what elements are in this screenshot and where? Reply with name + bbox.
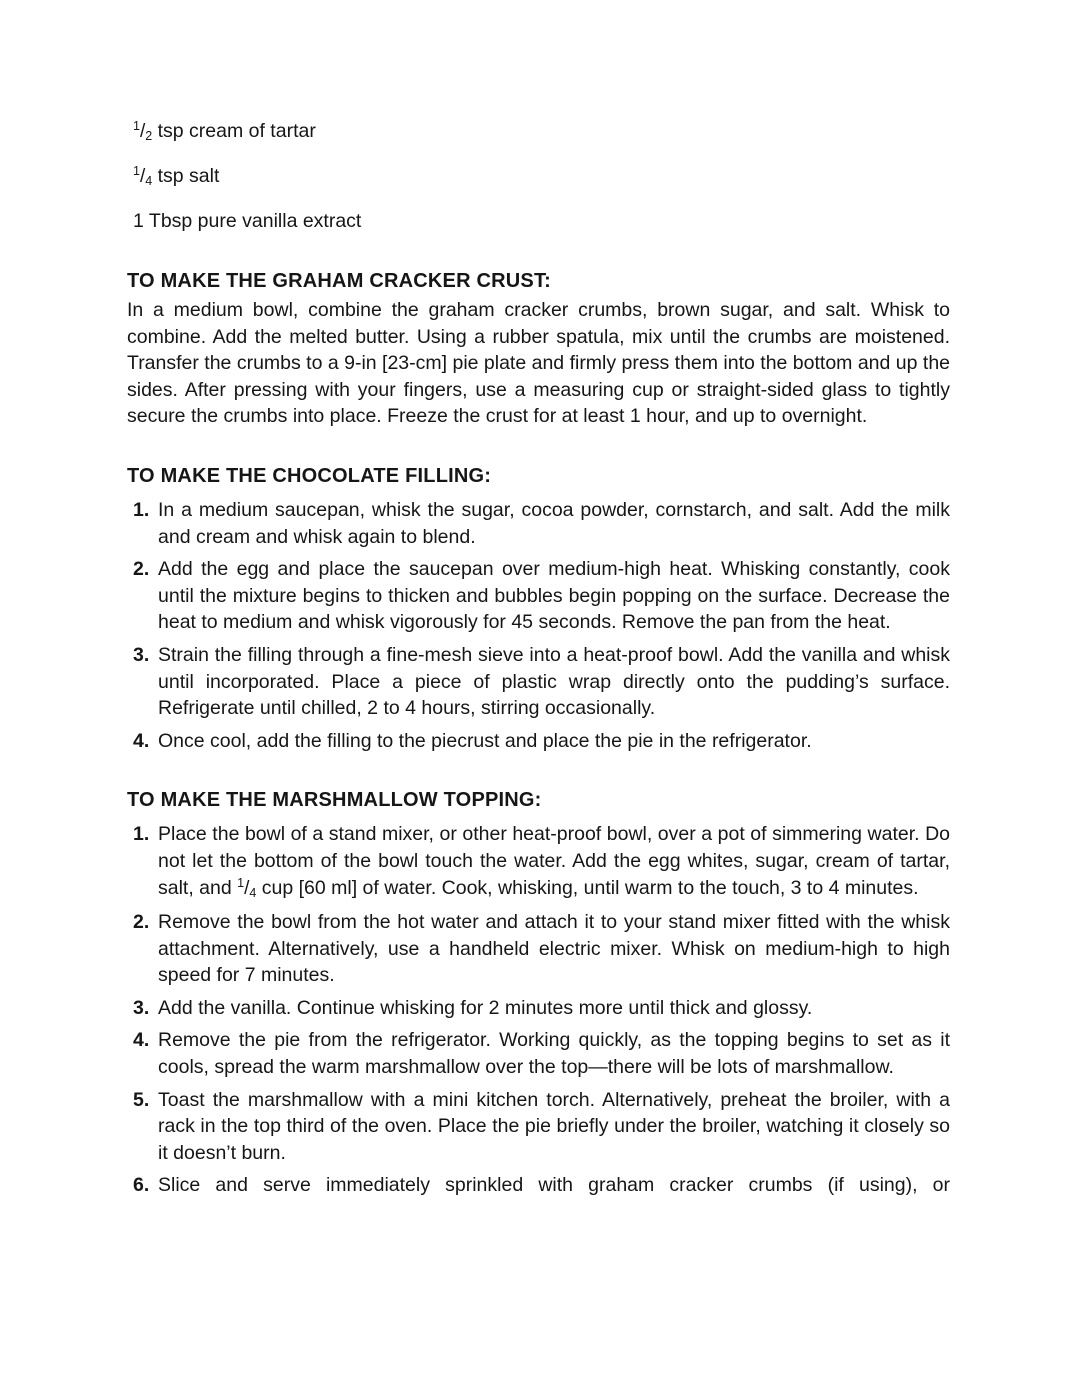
step-item [134, 1027, 950, 1080]
section-topping [127, 787, 950, 1199]
ingredient-item-vanilla-extract [133, 208, 950, 235]
section-heading-crust: TO MAKE THE GRAHAM CRACKER CRUST: [127, 270, 552, 292]
step-number: 1. [133, 823, 150, 846]
ingredient-item-cream-of-tartar [133, 118, 950, 147]
ingredient-text: 1 Tbsp pure vanilla extract [133, 210, 362, 232]
step-text: Once cool, add the filling to the piecrust and place the pie in the refrigerator. [158, 729, 812, 752]
step-text: Add the vanilla. Continue whisking for 2 minutes more until thick and glossy. [158, 996, 813, 1019]
step-number: 3. [133, 996, 150, 1019]
fraction [133, 120, 152, 142]
fraction [237, 877, 256, 899]
step-text: Slice and serve immediately sprinkled with graham cracker crumbs (if using), or [158, 1174, 950, 1197]
ingredient-text: tsp cream of tartar [152, 120, 316, 142]
step-text: Remove the pie from the refrigerator. Working quickly, as the topping begins to set as it cools, spread the warm marshmallow over the top—there will be lots of marshmallow. [158, 1029, 950, 1079]
fraction-numerator: 1 [133, 164, 140, 178]
step-item [134, 821, 950, 903]
ingredient-list [133, 118, 950, 235]
fraction-denominator: 4 [145, 174, 153, 188]
step-text-after-fraction: cup [60 ml] of water. Cook, whisking, until warm to the touch, 3 to 4 minutes. [256, 876, 919, 899]
fraction-denominator: 2 [145, 129, 153, 143]
step-item [134, 497, 950, 550]
fraction-denominator: 4 [249, 885, 257, 900]
fraction-numerator: 1 [237, 875, 245, 890]
step-text-before-fraction: Place the bowl of a stand mixer, or other heat-proof bowl, over a pot of simmering water. Do not let the bottom of the bowl touch the water. Add the egg whites, sugar, cream of tartar, salt, and [158, 823, 950, 899]
fraction [133, 165, 152, 187]
step-text: Strain the filling through a fine-mesh sieve into a heat-proof bowl. Add the vanilla and whisk until incorporated. Place a piece of plastic wrap directly onto the pudding’s surface. Refrigerate until chilled, 2 to 4 hours, stirring occasionally. [158, 643, 950, 720]
step-number: 2. [133, 558, 150, 581]
step-text: Toast the marshmallow with a mini kitchen torch. Alternatively, preheat the broiler, with a rack in the top third of the oven. Place the pie briefly under the broiler, watching it closely so it doesn’t burn. [158, 1088, 950, 1164]
filling-steps [134, 497, 950, 754]
fraction-slash: / [139, 166, 146, 187]
step-item [134, 995, 950, 1022]
step-number: 1. [133, 498, 150, 521]
step-item [134, 642, 950, 722]
section-heading-filling: TO MAKE THE CHOCOLATE FILLING: [127, 464, 492, 487]
step-item [134, 728, 950, 755]
step-number: 4. [133, 729, 150, 752]
step-item [134, 909, 950, 989]
topping-steps [134, 821, 950, 1199]
step-item [134, 1172, 950, 1199]
step-number: 6. [133, 1174, 150, 1197]
step-item [134, 556, 950, 636]
fraction-slash: / [139, 121, 146, 142]
fraction-slash: / [244, 877, 250, 899]
section-heading-topping: TO MAKE THE MARSHMALLOW TOPPING: [127, 789, 542, 812]
step-text: Remove the bowl from the hot water and attach it to your stand mixer fitted with the whisk attachment. Alternatively, use a handheld electric mixer. Whisk on medium-high to high speed for 7 minutes. [158, 911, 950, 987]
section-crust [127, 268, 950, 430]
crust-instructions: In a medium bowl, combine the graham cracker crumbs, brown sugar, and salt. Whisk to combine. Add the melted butter. Using a rubber spatula, mix until the crumbs are moistened. Transfer the crumbs to a 9-in [23-cm] pie plate and firmly press them into the bottom and up the sides. After pressing with your fingers, use a measuring cup or straight-sided glass to tightly secure the crumbs into place. Freeze the crust for at least 1 hour, and up to overnight. [127, 299, 951, 428]
step-item [134, 1087, 950, 1167]
step-text: Add the egg and place the saucepan over medium-high heat. Whisking constantly, cook until the mixture begins to thicken and bubbles begin popping on the surface. Decrease the heat to medium and whisk vigorously for 45 seconds. Remove the pan from the heat. [158, 558, 950, 634]
ingredient-item-salt [133, 163, 950, 192]
step-number: 3. [133, 643, 150, 666]
step-number: 5. [133, 1088, 150, 1111]
step-text: In a medium saucepan, whisk the sugar, cocoa powder, cornstarch, and salt. Add the milk and cream and whisk again to blend. [158, 498, 950, 548]
step-number: 4. [133, 1029, 150, 1052]
fraction-numerator: 1 [133, 119, 140, 133]
section-filling [127, 463, 950, 754]
step-number: 2. [133, 911, 150, 934]
ingredient-text: tsp salt [152, 165, 220, 187]
